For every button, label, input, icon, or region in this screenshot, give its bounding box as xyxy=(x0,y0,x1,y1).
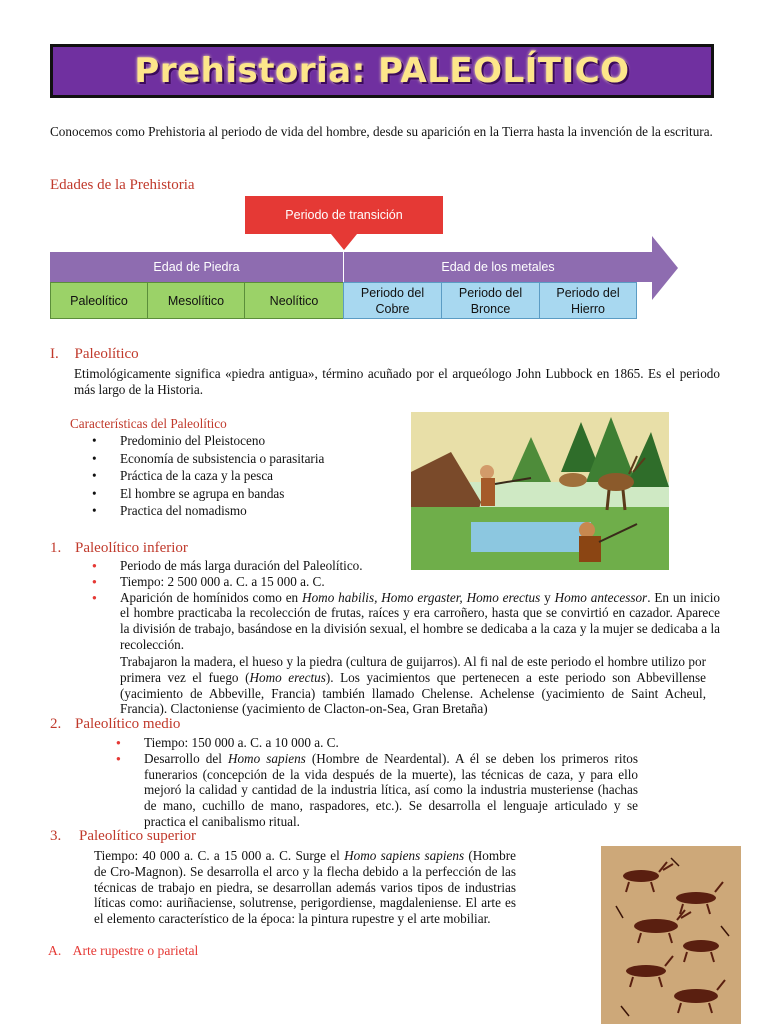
caracteristicas-list xyxy=(92,432,402,520)
list-item-text: Desarrollo del xyxy=(144,750,228,766)
section-number: 2. xyxy=(50,716,62,732)
period-cobre xyxy=(343,282,442,319)
list-item: • Práctica de la caza y la pesca xyxy=(92,467,402,485)
paragraph-text: Trabajaron la madera, el hueso y la piedra (cultura de guijarros). Al fi nal de este periodo el hombre utilizo por primera vez el fuego ( xyxy=(120,654,706,685)
edades-heading: Edades de la Prehistoria xyxy=(50,177,195,193)
species-italic: Homo sapiens sapiens xyxy=(344,848,465,863)
inferior-list xyxy=(92,558,720,653)
cave-painting-illustration xyxy=(601,846,741,1024)
transition-pointer xyxy=(331,234,357,250)
section-number: 3. xyxy=(50,828,62,844)
section-paleolitico-heading xyxy=(50,346,139,363)
page-title: Prehistoria: PALEOLÍTICO xyxy=(134,51,630,91)
medio-list xyxy=(116,735,638,830)
stone-age-label: Edad de Piedra xyxy=(153,260,240,274)
list-item: • Practica del nomadismo xyxy=(92,502,402,520)
list-item-text: (Hombre de Neardental). A él se deben los primeros ritos funerarios (concepción de la vida después de la muerte), las técnicas de caza, y para ello mejoró la calidad y cantidad de la industria lítica, así como la industria musteriense (hachas de mano, cuchillo de mano, raspadores, etc.). Se desarrolla el lenguaje articulado y se practica el canibalismo ritual. xyxy=(144,750,638,829)
stone-age-bar xyxy=(50,252,343,282)
list-item: • Economía de subsistencia o parasitaria xyxy=(92,450,402,468)
paragraph-text: Tiempo: 40 000 a. C. a 15 000 a. C. Surge el xyxy=(94,848,345,863)
species-italic: Homo erectus xyxy=(249,669,326,685)
period-paleolitico: Paleolítico xyxy=(50,282,148,319)
section-title: Arte rupestre o parietal xyxy=(72,943,199,958)
list-item: ● Tiempo: 2 500 000 a. C. a 15 000 a. C. xyxy=(92,574,720,590)
list-item: • Predominio del Pleistoceno xyxy=(92,432,402,450)
list-item-text: y xyxy=(540,589,555,605)
list-item: ● Tiempo: 150 000 a. C. a 10 000 a. C. xyxy=(116,735,638,751)
inferior-paragraph xyxy=(120,654,706,717)
list-item: ● Periodo de más larga duración del Paleolítico. xyxy=(92,558,720,574)
list-item-text: Aparición de homínidos como en xyxy=(120,589,303,605)
list-item xyxy=(116,751,638,830)
superior-paragraph xyxy=(94,848,516,927)
list-item-text: . En un inicio el hombre practicaba la recolección de frutas, raíces y era carroñero, hasta que se convirtió en cazador. Aparece la división de trabajo, basándose en la división sexual, el hombre se dedicaba a la caza y la mujer se dedicaba a la recolección. xyxy=(120,589,721,652)
transition-label: Periodo de transición xyxy=(285,208,403,222)
section-letter: A. xyxy=(48,943,62,958)
period-bronce xyxy=(441,282,540,319)
section-superior-heading xyxy=(50,828,196,845)
species-italic: Homo antecessor xyxy=(554,589,648,605)
title-banner xyxy=(50,44,714,98)
section-inferior-heading xyxy=(50,540,188,557)
section-medio-heading xyxy=(50,716,180,733)
section-number: 1. xyxy=(50,540,62,556)
period-bronce-label: Periodo del Bronce xyxy=(458,285,523,316)
list-item: • El hombre se agrupa en bandas xyxy=(92,485,402,503)
section-title: Paleolítico inferior xyxy=(75,540,188,556)
transition-box xyxy=(245,196,443,234)
paragraph-text: ). Los yacimientos que pertenecen a este periodo son Abbevillense (yacimiento de Abbeville, Francia) también llamado Chelense. Achelense (yacimiento de Saint Acheul, Francia). Clactoniense (yacimiento de Clacton-on-Sea, Gran Bretaña) xyxy=(120,669,706,717)
section-title: Paleolítico superior xyxy=(79,828,197,844)
metal-age-label: Edad de los metales xyxy=(441,260,555,274)
species-italic: Homo habilis, Homo ergaster, Homo erectus xyxy=(302,589,541,605)
section-title: Paleolítico xyxy=(74,346,139,362)
period-hierro xyxy=(539,282,637,319)
section-number: I. xyxy=(50,346,59,362)
period-hierro-label: Periodo del Hierro xyxy=(556,285,620,316)
paragraph-text: (Hombre de Cro-Magnon). Se desarrolla el arco y la flecha debido a la perfección de las técnicas de trabajo en piedra, se desarrollan además varios tipos de industrias líticas como: auriñaciense, solutrense, perigordiense, magdaleniense. El arte es el elemento característico de la época: la pintura rupestre y el arte mobiliar. xyxy=(94,848,516,927)
metal-age-bar xyxy=(344,252,652,282)
period-cobre-label: Periodo del Cobre xyxy=(360,285,425,316)
caracteristicas-heading: Características del Paleolítico xyxy=(70,416,227,431)
arte-heading xyxy=(48,943,198,959)
timeline-arrowhead xyxy=(652,236,678,300)
intro-paragraph: Conocemos como Prehistoria al periodo de vida del hombre, desde su aparición en la Tierra hasta la invención de la escritura. xyxy=(50,124,713,139)
list-item xyxy=(92,590,720,653)
paleolitico-definition: Etimológicamente significa «piedra antigua», término acuñado por el arqueólogo John Lubbock en 1865. Es el periodo más largo de la Historia. xyxy=(74,366,720,397)
hunting-scene-illustration xyxy=(411,412,669,570)
period-neolitico: Neolítico xyxy=(244,282,344,319)
section-title: Paleolítico medio xyxy=(75,716,181,732)
period-mesolitico: Mesolítico xyxy=(147,282,245,319)
species-italic: Homo sapiens xyxy=(227,750,306,766)
